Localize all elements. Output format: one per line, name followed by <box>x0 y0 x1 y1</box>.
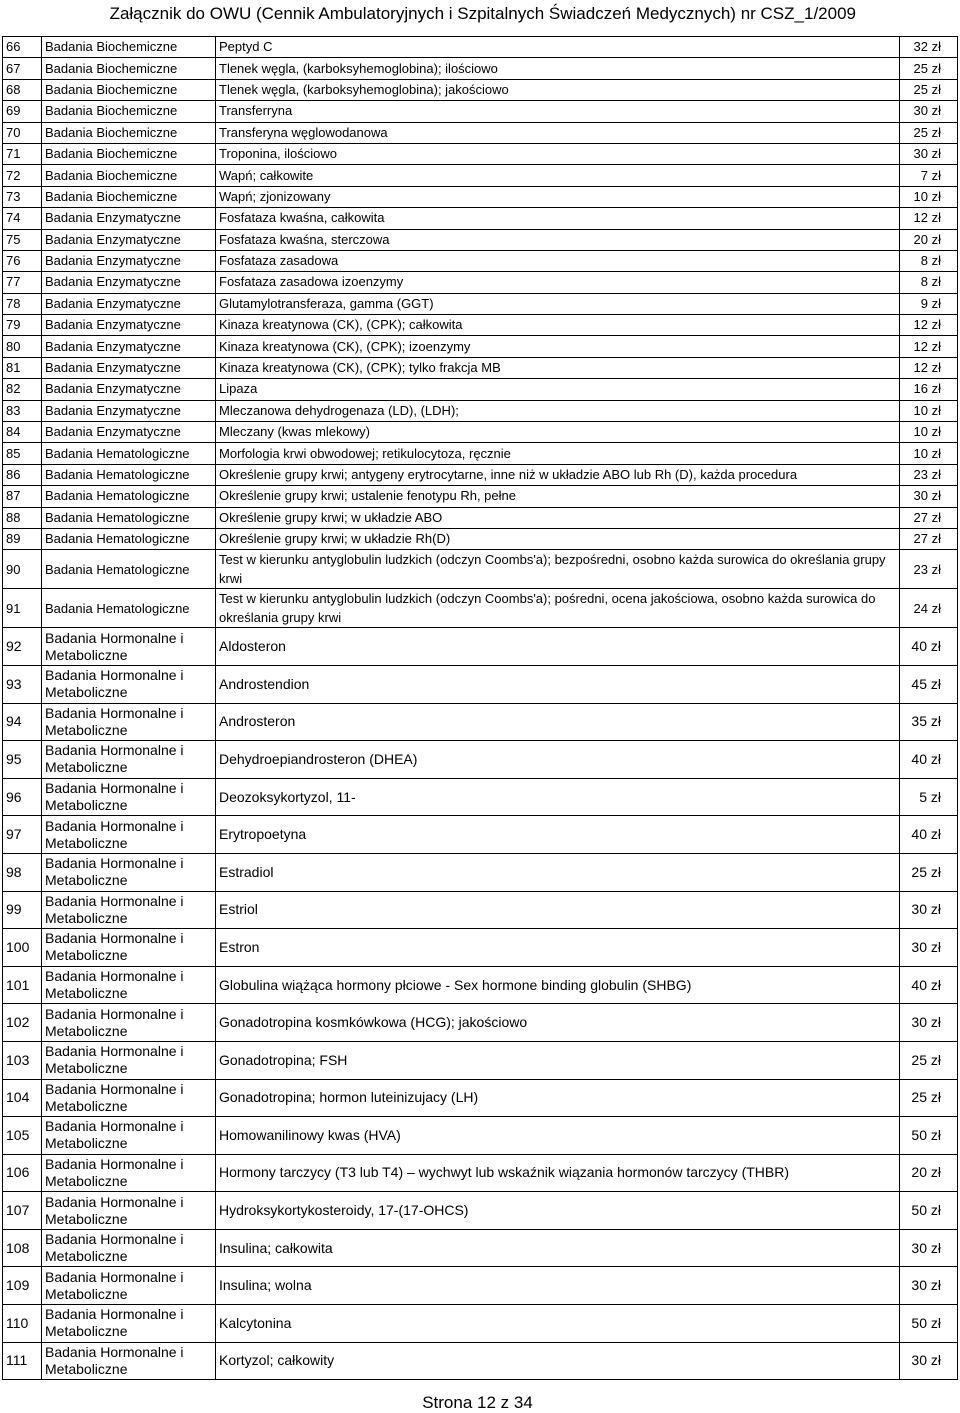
row-number: 75 <box>3 229 42 250</box>
row-price: 23 zł <box>900 550 958 589</box>
row-service-name: Kinaza kreatynowa (CK), (CPK); izoenzymy <box>216 336 900 357</box>
row-service-name: Kinaza kreatynowa (CK), (CPK); tylko frakcja MB <box>216 357 900 378</box>
row-category: Badania Hormonalne i Metaboliczne <box>42 703 216 741</box>
table-row <box>3 315 958 336</box>
row-price: 5 zł <box>900 778 958 816</box>
row-service-name: Homowanilinowy kwas (HVA) <box>216 1117 900 1155</box>
row-price: 45 zł <box>900 665 958 703</box>
row-service-name: Androsteron <box>216 703 900 741</box>
row-number: 74 <box>3 208 42 229</box>
row-number: 84 <box>3 422 42 443</box>
row-category: Badania Enzymatyczne <box>42 315 216 336</box>
page-number: Strona 12 z 34 <box>422 1393 533 1412</box>
row-category: Badania Biochemiczne <box>42 58 216 79</box>
row-category: Badania Hormonalne i Metaboliczne <box>42 1079 216 1117</box>
row-category: Badania Hormonalne i Metaboliczne <box>42 1192 216 1230</box>
row-number: 72 <box>3 165 42 186</box>
row-service-name: Insulina; wolna <box>216 1267 900 1305</box>
row-service-name: Mleczanowa dehydrogenaza (LD), (LDH); <box>216 400 900 421</box>
row-service-name: Estriol <box>216 891 900 929</box>
row-price: 30 zł <box>900 929 958 967</box>
table-row <box>3 1117 958 1155</box>
price-table <box>2 36 958 1380</box>
row-service-name: Określenie grupy krwi; ustalenie fenotypu Rh, pełne <box>216 486 900 507</box>
row-price: 30 zł <box>900 101 958 122</box>
row-number: 103 <box>3 1041 42 1079</box>
row-price: 32 zł <box>900 37 958 58</box>
row-service-name: Kalcytonina <box>216 1305 900 1343</box>
row-category: Badania Hormonalne i Metaboliczne <box>42 778 216 816</box>
row-service-name: Fosfataza zasadowa izoenzymy <box>216 272 900 293</box>
row-price: 30 zł <box>900 1004 958 1042</box>
table-row <box>3 778 958 816</box>
table-row <box>3 122 958 143</box>
table-row <box>3 58 958 79</box>
row-service-name: Test w kierunku antyglobulin ludzkich (odczyn Coombs'a); pośredni, ocena jakościowa, osobno każda surowica do określania grupy krwi <box>216 589 900 628</box>
row-number: 67 <box>3 58 42 79</box>
row-number: 97 <box>3 816 42 854</box>
row-category: Badania Hormonalne i Metaboliczne <box>42 1305 216 1343</box>
table-row <box>3 1004 958 1042</box>
table-row <box>3 464 958 485</box>
row-number: 91 <box>3 589 42 628</box>
row-price: 25 zł <box>900 122 958 143</box>
row-number: 106 <box>3 1154 42 1192</box>
row-category: Badania Biochemiczne <box>42 79 216 100</box>
row-number: 98 <box>3 853 42 891</box>
row-number: 107 <box>3 1192 42 1230</box>
row-service-name: Dehydroepiandrosteron (DHEA) <box>216 741 900 779</box>
row-price: 25 zł <box>900 1041 958 1079</box>
row-price: 40 zł <box>900 741 958 779</box>
row-number: 68 <box>3 79 42 100</box>
table-row <box>3 741 958 779</box>
row-price: 30 zł <box>900 1342 958 1380</box>
row-number: 66 <box>3 37 42 58</box>
table-row <box>3 143 958 164</box>
row-number: 89 <box>3 528 42 549</box>
row-category: Badania Hormonalne i Metaboliczne <box>42 1154 216 1192</box>
row-price: 50 zł <box>900 1305 958 1343</box>
row-number: 111 <box>3 1342 42 1380</box>
row-number: 70 <box>3 122 42 143</box>
row-number: 80 <box>3 336 42 357</box>
row-category: Badania Enzymatyczne <box>42 400 216 421</box>
row-number: 90 <box>3 550 42 589</box>
row-service-name: Gonadotropina; hormon luteinizujacy (LH) <box>216 1079 900 1117</box>
table-row <box>3 1229 958 1267</box>
row-price: 7 zł <box>900 165 958 186</box>
row-price: 27 zł <box>900 507 958 528</box>
row-price: 12 zł <box>900 357 958 378</box>
row-category: Badania Biochemiczne <box>42 186 216 207</box>
row-number: 109 <box>3 1267 42 1305</box>
row-service-name: Transferryna <box>216 101 900 122</box>
row-category: Badania Hormonalne i Metaboliczne <box>42 1041 216 1079</box>
row-price: 12 zł <box>900 315 958 336</box>
table-row <box>3 528 958 549</box>
row-price: 23 zł <box>900 464 958 485</box>
row-service-name: Fosfataza zasadowa <box>216 250 900 271</box>
row-category: Badania Hematologiczne <box>42 486 216 507</box>
row-price: 40 zł <box>900 816 958 854</box>
row-service-name: Aldosteron <box>216 628 900 666</box>
table-row <box>3 186 958 207</box>
row-category: Badania Hormonalne i Metaboliczne <box>42 1267 216 1305</box>
row-category: Badania Enzymatyczne <box>42 293 216 314</box>
row-price: 25 zł <box>900 853 958 891</box>
row-service-name: Wapń; zjonizowany <box>216 186 900 207</box>
row-service-name: Tlenek węgla, (karboksyhemoglobina); ilościowo <box>216 58 900 79</box>
row-price: 8 zł <box>900 272 958 293</box>
table-row <box>3 250 958 271</box>
table-row <box>3 628 958 666</box>
row-price: 50 zł <box>900 1117 958 1155</box>
table-row <box>3 336 958 357</box>
row-price: 50 zł <box>900 1192 958 1230</box>
row-service-name: Fosfataza kwaśna, całkowita <box>216 208 900 229</box>
row-number: 77 <box>3 272 42 293</box>
table-row <box>3 229 958 250</box>
table-row <box>3 79 958 100</box>
row-number: 85 <box>3 443 42 464</box>
table-row <box>3 357 958 378</box>
row-price: 30 zł <box>900 1229 958 1267</box>
table-row <box>3 165 958 186</box>
row-category: Badania Enzymatyczne <box>42 379 216 400</box>
row-service-name: Troponina, ilościowo <box>216 143 900 164</box>
table-row <box>3 816 958 854</box>
row-number: 99 <box>3 891 42 929</box>
row-service-name: Peptyd C <box>216 37 900 58</box>
row-category: Badania Hematologiczne <box>42 507 216 528</box>
row-price: 20 zł <box>900 1154 958 1192</box>
row-category: Badania Hormonalne i Metaboliczne <box>42 891 216 929</box>
row-price: 35 zł <box>900 703 958 741</box>
row-price: 25 zł <box>900 58 958 79</box>
row-number: 96 <box>3 778 42 816</box>
table-row <box>3 443 958 464</box>
row-price: 12 zł <box>900 336 958 357</box>
row-price: 24 zł <box>900 589 958 628</box>
row-number: 82 <box>3 379 42 400</box>
table-row <box>3 422 958 443</box>
table-row <box>3 853 958 891</box>
row-price: 30 zł <box>900 143 958 164</box>
row-number: 108 <box>3 1229 42 1267</box>
table-row <box>3 1342 958 1380</box>
row-service-name: Transferyna węglowodanowa <box>216 122 900 143</box>
row-category: Badania Enzymatyczne <box>42 422 216 443</box>
row-number: 71 <box>3 143 42 164</box>
row-number: 79 <box>3 315 42 336</box>
table-row <box>3 665 958 703</box>
row-category: Badania Biochemiczne <box>42 101 216 122</box>
row-price: 8 zł <box>900 250 958 271</box>
row-service-name: Morfologia krwi obwodowej; retikulocytoza, ręcznie <box>216 443 900 464</box>
row-price: 10 zł <box>900 400 958 421</box>
row-category: Badania Biochemiczne <box>42 37 216 58</box>
table-row <box>3 550 958 589</box>
table-row <box>3 589 958 628</box>
row-service-name: Androstendion <box>216 665 900 703</box>
table-row <box>3 1041 958 1079</box>
row-category: Badania Hormonalne i Metaboliczne <box>42 628 216 666</box>
row-number: 73 <box>3 186 42 207</box>
row-price: 16 zł <box>900 379 958 400</box>
table-row <box>3 379 958 400</box>
row-price: 27 zł <box>900 528 958 549</box>
row-category: Badania Hormonalne i Metaboliczne <box>42 816 216 854</box>
row-category: Badania Hormonalne i Metaboliczne <box>42 1342 216 1380</box>
row-number: 69 <box>3 101 42 122</box>
row-category: Badania Enzymatyczne <box>42 208 216 229</box>
row-category: Badania Hematologiczne <box>42 464 216 485</box>
row-service-name: Hormony tarczycy (T3 lub T4) – wychwyt lub wskaźnik wiązania hormonów tarczycy (THBR) <box>216 1154 900 1192</box>
row-number: 86 <box>3 464 42 485</box>
row-number: 88 <box>3 507 42 528</box>
row-category: Badania Hormonalne i Metaboliczne <box>42 929 216 967</box>
row-number: 92 <box>3 628 42 666</box>
row-price: 30 zł <box>900 891 958 929</box>
row-category: Badania Hematologiczne <box>42 528 216 549</box>
table-row <box>3 507 958 528</box>
row-price: 20 zł <box>900 229 958 250</box>
row-category: Badania Hormonalne i Metaboliczne <box>42 741 216 779</box>
row-number: 83 <box>3 400 42 421</box>
row-category: Badania Enzymatyczne <box>42 336 216 357</box>
row-price: 10 zł <box>900 186 958 207</box>
table-row <box>3 1192 958 1230</box>
table-row <box>3 101 958 122</box>
row-category: Badania Enzymatyczne <box>42 272 216 293</box>
table-row <box>3 1305 958 1343</box>
row-category: Badania Hormonalne i Metaboliczne <box>42 1004 216 1042</box>
row-price: 30 zł <box>900 1267 958 1305</box>
row-service-name: Określenie grupy krwi; w układzie Rh(D) <box>216 528 900 549</box>
row-price: 25 zł <box>900 1079 958 1117</box>
row-price: 40 zł <box>900 966 958 1004</box>
row-number: 100 <box>3 929 42 967</box>
row-service-name: Globulina wiążąca hormony płciowe - Sex hormone binding globulin (SHBG) <box>216 966 900 1004</box>
table-row <box>3 272 958 293</box>
row-number: 105 <box>3 1117 42 1155</box>
table-row <box>3 293 958 314</box>
row-service-name: Kortyzol; całkowity <box>216 1342 900 1380</box>
table-row <box>3 891 958 929</box>
table-row <box>3 966 958 1004</box>
table-row <box>3 1079 958 1117</box>
row-price: 9 zł <box>900 293 958 314</box>
table-row <box>3 1267 958 1305</box>
row-category: Badania Enzymatyczne <box>42 357 216 378</box>
row-service-name: Estradiol <box>216 853 900 891</box>
row-number: 78 <box>3 293 42 314</box>
row-service-name: Deozoksykortyzol, 11- <box>216 778 900 816</box>
row-category: Badania Hematologiczne <box>42 443 216 464</box>
row-service-name: Kinaza kreatynowa (CK), (CPK); całkowita <box>216 315 900 336</box>
table-row <box>3 486 958 507</box>
row-service-name: Gonadotropina; FSH <box>216 1041 900 1079</box>
row-category: Badania Enzymatyczne <box>42 250 216 271</box>
row-number: 93 <box>3 665 42 703</box>
table-row <box>3 37 958 58</box>
row-category: Badania Hematologiczne <box>42 550 216 589</box>
row-category: Badania Hormonalne i Metaboliczne <box>42 1229 216 1267</box>
table-row <box>3 1154 958 1192</box>
row-service-name: Estron <box>216 929 900 967</box>
row-service-name: Tlenek węgla, (karboksyhemoglobina); jakościowo <box>216 79 900 100</box>
table-row <box>3 208 958 229</box>
row-number: 110 <box>3 1305 42 1343</box>
row-category: Badania Hormonalne i Metaboliczne <box>42 966 216 1004</box>
row-number: 87 <box>3 486 42 507</box>
row-number: 102 <box>3 1004 42 1042</box>
row-service-name: Mleczany (kwas mlekowy) <box>216 422 900 443</box>
row-number: 76 <box>3 250 42 271</box>
row-price: 10 zł <box>900 443 958 464</box>
row-number: 95 <box>3 741 42 779</box>
row-price: 40 zł <box>900 628 958 666</box>
row-service-name: Gonadotropina kosmkówkowa (HCG); jakościowo <box>216 1004 900 1042</box>
row-service-name: Glutamylotransferaza, gamma (GGT) <box>216 293 900 314</box>
row-service-name: Erytropoetyna <box>216 816 900 854</box>
row-category: Badania Hormonalne i Metaboliczne <box>42 853 216 891</box>
row-service-name: Hydroksykortykosteroidy, 17-(17-OHCS) <box>216 1192 900 1230</box>
table-row <box>3 703 958 741</box>
row-category: Badania Hormonalne i Metaboliczne <box>42 1117 216 1155</box>
row-service-name: Lipaza <box>216 379 900 400</box>
row-price: 30 zł <box>900 486 958 507</box>
row-category: Badania Enzymatyczne <box>42 229 216 250</box>
document-header: Załącznik do OWU (Cennik Ambulatoryjnych i Szpitalnych Świadczeń Medycznych) nr CSZ_1/2009 <box>109 4 856 23</box>
row-service-name: Fosfataza kwaśna, sterczowa <box>216 229 900 250</box>
row-category: Badania Hormonalne i Metaboliczne <box>42 665 216 703</box>
table-row <box>3 400 958 421</box>
row-number: 101 <box>3 966 42 1004</box>
row-service-name: Insulina; całkowita <box>216 1229 900 1267</box>
row-service-name: Określenie grupy krwi; antygeny erytrocytarne, inne niż w układzie ABO lub Rh (D), każda procedura <box>216 464 900 485</box>
row-number: 94 <box>3 703 42 741</box>
row-category: Badania Biochemiczne <box>42 122 216 143</box>
row-price: 12 zł <box>900 208 958 229</box>
row-service-name: Test w kierunku antyglobulin ludzkich (odczyn Coombs'a); bezpośredni, osobno każda surowica do określania grupy krwi <box>216 550 900 589</box>
row-category: Badania Biochemiczne <box>42 143 216 164</box>
row-category: Badania Hematologiczne <box>42 589 216 628</box>
row-service-name: Wapń; całkowite <box>216 165 900 186</box>
row-category: Badania Biochemiczne <box>42 165 216 186</box>
table-row <box>3 929 958 967</box>
row-number: 104 <box>3 1079 42 1117</box>
row-number: 81 <box>3 357 42 378</box>
row-service-name: Określenie grupy krwi; w układzie ABO <box>216 507 900 528</box>
row-price: 10 zł <box>900 422 958 443</box>
row-price: 25 zł <box>900 79 958 100</box>
